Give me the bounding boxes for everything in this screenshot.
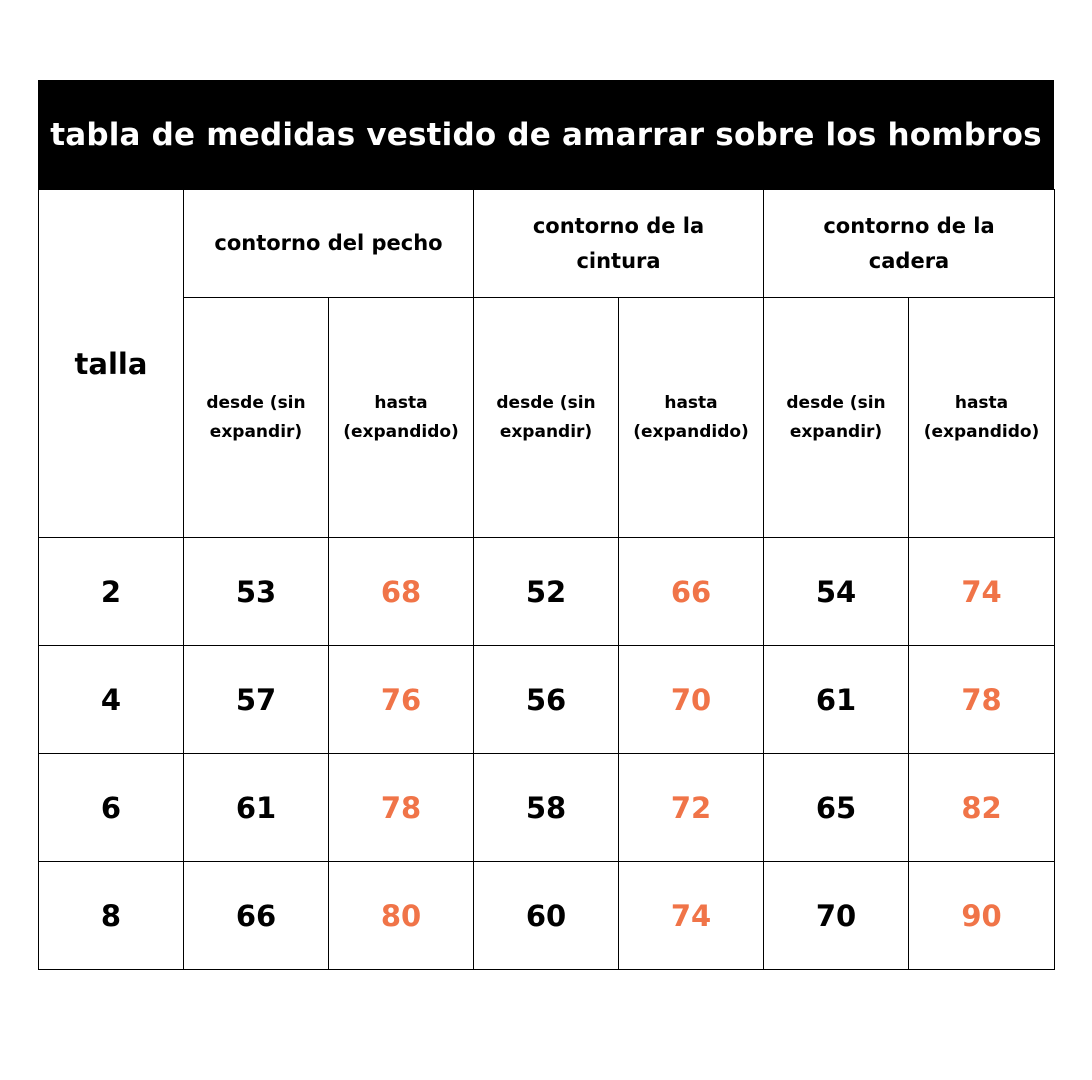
chest-desde-cell: 66 <box>184 862 329 970</box>
chest-hasta-header: hasta (expandido) <box>329 298 474 538</box>
chest-desde-cell: 57 <box>184 646 329 754</box>
chest-desde-header: desde (sin expandir) <box>184 298 329 538</box>
hip-desde-cell: 54 <box>764 538 909 646</box>
hip-desde-cell: 65 <box>764 754 909 862</box>
chest-group-header: contorno del pecho <box>184 190 474 298</box>
waist-desde-cell: 60 <box>474 862 619 970</box>
hip-hasta-cell: 74 <box>909 538 1055 646</box>
talla-cell: 8 <box>39 862 184 970</box>
chest-hasta-cell: 76 <box>329 646 474 754</box>
hip-hasta-cell: 78 <box>909 646 1055 754</box>
waist-hasta-header: hasta (expandido) <box>619 298 764 538</box>
hip-desde-header: desde (sin expandir) <box>764 298 909 538</box>
table-row <box>39 862 1055 970</box>
waist-hasta-cell: 74 <box>619 862 764 970</box>
hip-desde-cell: 70 <box>764 862 909 970</box>
table-row <box>39 754 1055 862</box>
talla-cell: 2 <box>39 538 184 646</box>
talla-header: talla <box>39 190 184 538</box>
talla-cell: 4 <box>39 646 184 754</box>
waist-desde-cell: 56 <box>474 646 619 754</box>
chest-hasta-cell: 78 <box>329 754 474 862</box>
hip-group-header: contorno de la cadera <box>764 190 1055 298</box>
table-row <box>39 538 1055 646</box>
waist-hasta-cell: 70 <box>619 646 764 754</box>
waist-desde-cell: 58 <box>474 754 619 862</box>
chest-desde-cell: 61 <box>184 754 329 862</box>
hip-hasta-header: hasta (expandido) <box>909 298 1055 538</box>
waist-desde-cell: 52 <box>474 538 619 646</box>
waist-hasta-cell: 66 <box>619 538 764 646</box>
waist-group-header: contorno de la cintura <box>474 190 764 298</box>
chest-hasta-cell: 80 <box>329 862 474 970</box>
size-chart-table <box>38 189 1055 970</box>
hip-desde-cell: 61 <box>764 646 909 754</box>
chest-desde-cell: 53 <box>184 538 329 646</box>
waist-desde-header: desde (sin expandir) <box>474 298 619 538</box>
chest-hasta-cell: 68 <box>329 538 474 646</box>
hip-hasta-cell: 90 <box>909 862 1055 970</box>
waist-hasta-cell: 72 <box>619 754 764 862</box>
talla-cell: 6 <box>39 754 184 862</box>
table-title: tabla de medidas vestido de amarrar sobre los hombros <box>38 80 1054 189</box>
table-row <box>39 646 1055 754</box>
hip-hasta-cell: 82 <box>909 754 1055 862</box>
